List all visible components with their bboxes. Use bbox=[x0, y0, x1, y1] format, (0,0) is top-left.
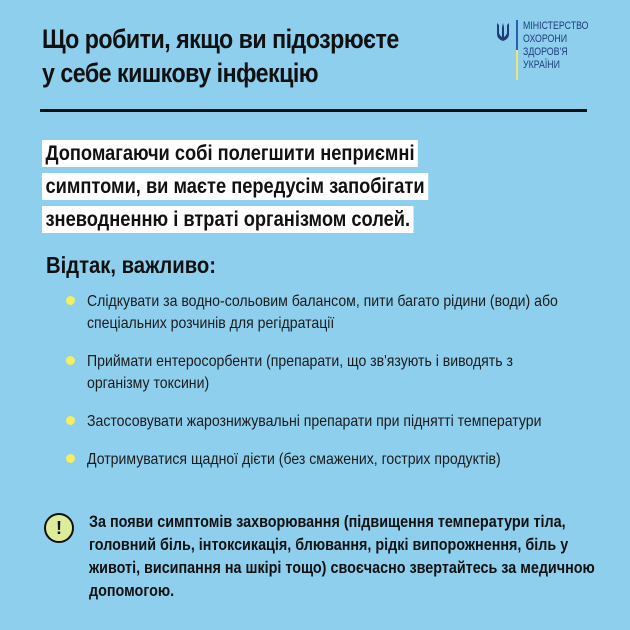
logo-divider bbox=[516, 20, 518, 80]
recommendations-list bbox=[66, 291, 626, 487]
logo-line-4: УКРАЇНИ bbox=[523, 59, 560, 71]
bullet-icon bbox=[66, 296, 75, 305]
list-item bbox=[66, 351, 626, 395]
logo-line-1: МІНІСТЕРСТВО bbox=[523, 20, 589, 32]
list-item bbox=[66, 449, 626, 471]
list-item-text: Приймати ентеросорбенти (препарати, що зв'язують і виводять з організму токсини) bbox=[87, 353, 513, 392]
highlight-line-3: зневодненню і втраті організмом солей. bbox=[42, 206, 414, 233]
trident-icon bbox=[496, 22, 510, 42]
bullet-icon bbox=[66, 454, 75, 463]
logo-line-3: ЗДОРОВ'Я bbox=[523, 46, 568, 58]
highlight-block bbox=[42, 140, 486, 239]
ministry-logo bbox=[496, 20, 605, 80]
bullet-icon bbox=[66, 416, 75, 425]
list-item-text: Застосовувати жарознижувальні препарати при піднятті температури bbox=[87, 413, 542, 430]
title-line-2: у себе кишкову інфекцію bbox=[42, 58, 319, 88]
page-title bbox=[42, 22, 489, 90]
exclamation-circle-icon: ! bbox=[44, 513, 74, 543]
warning-note bbox=[44, 511, 630, 603]
list-item-text: Слідкувати за водно-сольовим балансом, пити багато рідини (води) або спеціальних розчинів для регідратації bbox=[87, 293, 558, 332]
highlight-line-1: Допомагаючи собі полегшити неприємні bbox=[42, 140, 418, 167]
title-line-1: Що робити, якщо ви підозрюєте bbox=[42, 24, 399, 54]
logo-line-2: ОХОРОНИ bbox=[523, 33, 568, 45]
divider bbox=[40, 109, 587, 112]
warning-text: За появи симптомів захворювання (підвищення температури тіла, головний біль, інтоксикація, блювання, рідкі випорожнення, біль у животі, висипання на шкірі тощо) своєчасно звертайтесь за медичною допомогою. bbox=[89, 513, 595, 600]
list-item-text: Дотримуватися щадної дієти (без смажених, гострих продуктів) bbox=[87, 451, 501, 468]
list-item bbox=[66, 291, 626, 335]
highlight-line-2: симптоми, ви маєте передусім запобігати bbox=[42, 173, 428, 200]
bullet-icon bbox=[66, 356, 75, 365]
logo-text bbox=[523, 20, 589, 80]
section-subtitle: Відтак, важливо: bbox=[46, 252, 217, 278]
list-item bbox=[66, 411, 626, 433]
